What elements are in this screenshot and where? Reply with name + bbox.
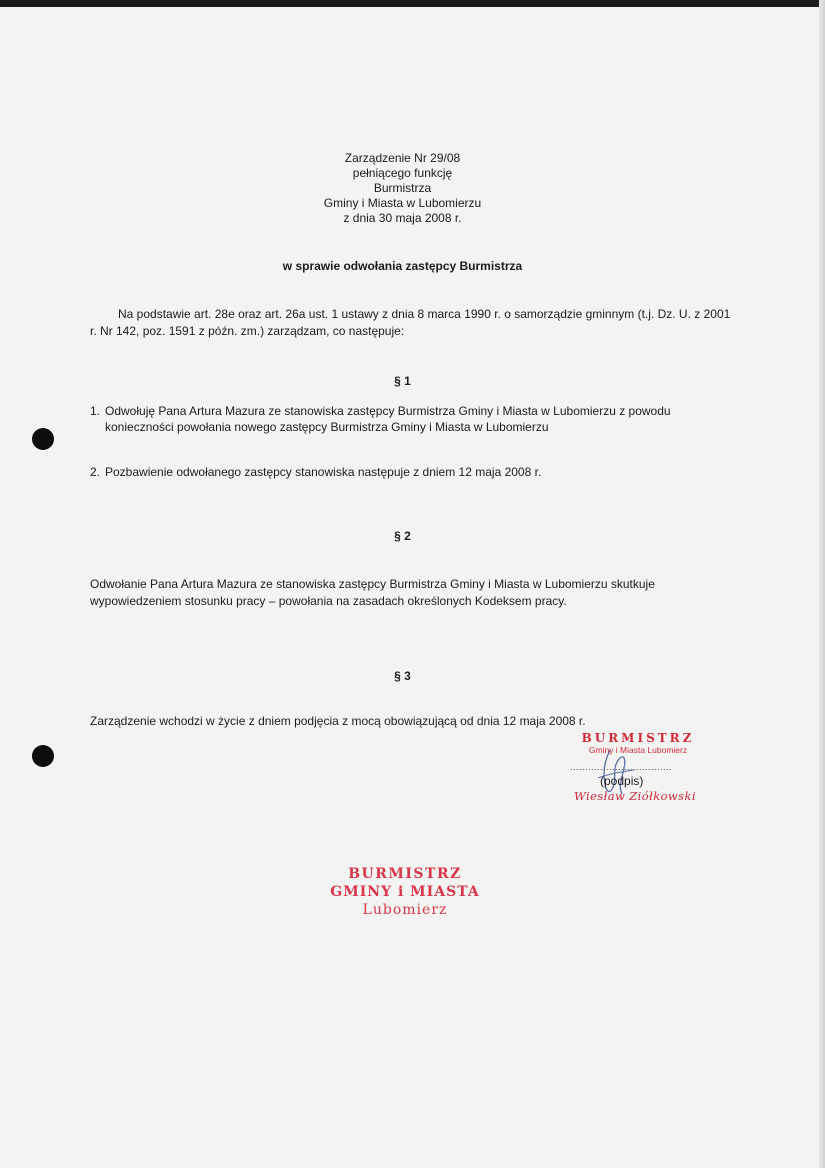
section1-item bbox=[90, 464, 730, 480]
item-number: 2. bbox=[90, 465, 101, 479]
section3-paragraph: Zarządzenie wchodzi w życie z dniem podjęcia z mocą obowiązującą od dnia 12 maja 2008 r. bbox=[90, 714, 586, 728]
stamp-subtitle: Gminy i Miasta Lubomierz bbox=[588, 745, 688, 755]
office-stamp bbox=[300, 865, 510, 919]
item-number: 1. bbox=[90, 404, 101, 418]
stamp-title: BURMISTRZ bbox=[581, 731, 695, 745]
intro-paragraph: Na podstawie art. 28e oraz art. 26a ust. 1 ustawy z dnia 8 marca 1990 r. o samorządzie gminnym (t.j. Dz. U. z 2001 r. Nr 142, poz. 1591 z późn. zm.) zarządzam, co następuje: bbox=[90, 307, 731, 338]
signature-dots: .................................. bbox=[570, 762, 673, 772]
header-line: Burmistrza bbox=[373, 181, 432, 195]
section1-item bbox=[90, 403, 730, 435]
section2-paragraph: Odwołanie Pana Artura Mazura ze stanowiska zastępcy Burmistrza Gminy i Miasta w Lubomierzu skutkuje wypowiedzeniem stosunku pracy – powołania na zasadach określonych Kodeksem pracy. bbox=[90, 577, 655, 608]
office-stamp-line: GMINY i MIASTA bbox=[330, 884, 480, 900]
scan-top-edge bbox=[0, 0, 825, 7]
item-text: Pozbawienie odwołanego zastępcy stanowiska następuje z dniem 12 maja 2008 r. bbox=[105, 465, 542, 479]
section-heading: § 2 bbox=[394, 529, 411, 543]
office-stamp-line: BURMISTRZ bbox=[348, 866, 462, 882]
section-heading: § 1 bbox=[394, 374, 411, 388]
header-line: Zarządzenie Nr 29/08 bbox=[344, 151, 461, 165]
header-line: Gminy i Miasta w Lubomierzu bbox=[323, 196, 482, 210]
document-title: w sprawie odwołania zastępcy Burmistrza bbox=[282, 259, 523, 273]
punch-hole bbox=[32, 428, 54, 450]
section-heading: § 3 bbox=[394, 669, 411, 683]
punch-hole bbox=[32, 745, 54, 767]
scan-right-edge bbox=[819, 0, 825, 1168]
header-line: pełniącego funkcję bbox=[352, 166, 453, 180]
item-text: Odwołuję Pana Artura Mazura ze stanowiska zastępcy Burmistrza Gminy i Miasta w Lubomierzu z powodu konieczności powołania nowego zastępcy Burmistrza Gminy i Miasta w Lubomierzu bbox=[105, 404, 671, 434]
signatory-name: Wiesław Ziółkowski bbox=[574, 789, 696, 803]
document-header bbox=[200, 151, 605, 226]
signature-caption: (podpis) bbox=[600, 774, 644, 788]
header-line: z dnia 30 maja 2008 r. bbox=[343, 211, 462, 225]
office-stamp-line: Lubomierz bbox=[362, 902, 448, 918]
